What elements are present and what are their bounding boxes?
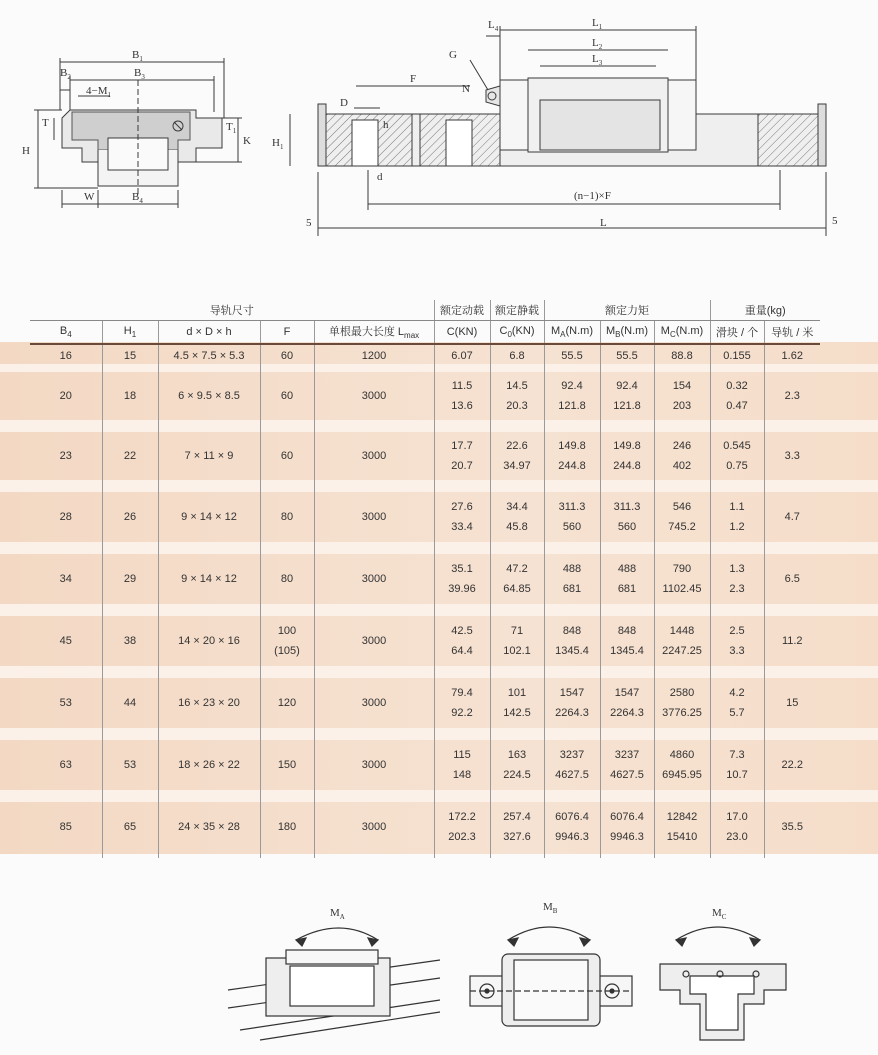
table-cell: 488 681 [544, 548, 600, 610]
table-cell: 488 681 [600, 548, 654, 610]
table-cell: 1547 2264.3 [544, 672, 600, 734]
table-cell: 115 148 [434, 734, 490, 796]
label-T1: $T_1$ [226, 121, 237, 135]
label-D: D [340, 97, 348, 109]
table-cell: 53 [59, 697, 72, 709]
moment-MA-diagram [228, 928, 440, 1040]
label-H1: $H_1$ [272, 137, 284, 151]
table-cell: 45 [59, 635, 72, 647]
table-cell: 63 [59, 759, 72, 771]
table-cell: 12842 15410 [654, 796, 710, 858]
spec-table-wrap [30, 300, 830, 858]
col-C0: $C_0(KN)$ [490, 321, 544, 345]
table-cell: 14.5 20.3 [490, 366, 544, 426]
table-cell: 71 102.1 [490, 610, 544, 672]
table-cell: 311.3 560 [544, 486, 600, 548]
table-cell: 28 [59, 511, 72, 523]
label-MC: $M_C$ [712, 907, 727, 921]
table-cell: 23 [59, 450, 72, 462]
table-cell: 79.4 92.2 [434, 672, 490, 734]
table-row [30, 486, 820, 548]
table-cell: 22.2 [764, 734, 820, 796]
group-weight: 重量(kg) [710, 300, 820, 321]
table-cell: 1.1 1.2 [710, 486, 764, 548]
table-cell: 150 [260, 734, 314, 796]
table-cell: 24 × 35 × 28 [158, 796, 260, 858]
table-cell: 35.1 39.96 [434, 548, 490, 610]
col-Lmax: 单根最大长度 $L_{max}$ [314, 321, 434, 345]
table-cell: 92.4 121.8 [544, 366, 600, 426]
table-cell: 246 402 [654, 426, 710, 486]
col-F: F [260, 321, 314, 345]
table-row [30, 796, 820, 858]
table-cell: 60 [260, 366, 314, 426]
moment-MC-diagram [660, 927, 786, 1040]
col-MC: $M_C(N.m)$ [654, 321, 710, 345]
table-row [30, 548, 820, 610]
label-5-left: 5 [306, 217, 312, 229]
col-block-weight: 滑块 / 个 [710, 321, 764, 345]
label-G: G [449, 49, 457, 61]
table-cell: 29 [102, 548, 158, 610]
col-B4: $B_4$ [30, 321, 102, 345]
table-cell: 4860 6945.95 [654, 734, 710, 796]
table-cell: 60 [260, 344, 314, 366]
table-cell: 7.3 10.7 [710, 734, 764, 796]
table-cell: 149.8 244.8 [600, 426, 654, 486]
label-h: h [383, 119, 389, 131]
label-B2: $B_2$ [60, 67, 71, 81]
moment-MB-diagram [470, 927, 632, 1026]
col-H1: $H_1$ [102, 321, 158, 345]
group-moment: 额定力矩 [544, 300, 710, 321]
group-dynamic-load: 额定动载 [434, 300, 490, 321]
table-cell: 6076.4 9946.3 [600, 796, 654, 858]
table-cell: 1448 2247.25 [654, 610, 710, 672]
table-cell: 7 × 11 × 9 [158, 426, 260, 486]
table-cell: 3000 [314, 796, 434, 858]
table-cell: 101 142.5 [490, 672, 544, 734]
label-L4: $L_4$ [488, 19, 499, 33]
table-cell: 3000 [314, 734, 434, 796]
table-row [30, 610, 820, 672]
table-cell: 34 [59, 573, 72, 585]
table-cell: 92.4 121.8 [600, 366, 654, 426]
table-cell: 1.62 [764, 344, 820, 366]
table-row [30, 366, 820, 426]
table-cell: 9 × 14 × 12 [158, 548, 260, 610]
table-cell: 3000 [314, 610, 434, 672]
table-cell: 6 × 9.5 × 8.5 [158, 366, 260, 426]
table-cell: 0.32 0.47 [710, 366, 764, 426]
label-W: W [84, 191, 95, 203]
table-cell: 34.4 45.8 [490, 486, 544, 548]
table-cell: 6.5 [764, 548, 820, 610]
table-cell: 257.4 327.6 [490, 796, 544, 858]
label-B3: $B_3$ [134, 67, 145, 81]
table-cell: 3000 [314, 486, 434, 548]
label-MB: $M_B$ [543, 901, 558, 915]
table-cell: 1200 [314, 344, 434, 366]
label-L: L [600, 217, 607, 229]
label-B4: $B_4$ [132, 191, 143, 205]
side-view-drawing [290, 26, 826, 236]
label-H: H [22, 145, 30, 157]
label-L2: $L_2$ [592, 37, 603, 51]
label-K: K [243, 135, 251, 147]
table-cell: 6076.4 9946.3 [544, 796, 600, 858]
table-cell: 790 1102.45 [654, 548, 710, 610]
table-cell: 149.8 244.8 [544, 426, 600, 486]
table-cell: 6.07 [434, 344, 490, 366]
cross-section-drawing [34, 58, 242, 208]
col-MA: $M_A(N.m)$ [544, 321, 600, 345]
label-L3: $L_3$ [592, 53, 603, 67]
table-cell: 0.545 0.75 [710, 426, 764, 486]
table-cell: 6.8 [490, 344, 544, 366]
table-cell: 2580 3776.25 [654, 672, 710, 734]
top-technical-drawings [0, 0, 878, 260]
table-cell: 88.8 [654, 344, 710, 366]
table-cell: 546 745.2 [654, 486, 710, 548]
table-cell: 848 1345.4 [600, 610, 654, 672]
col-rail-weight: 导轨 / 米 [764, 321, 820, 345]
table-row [30, 426, 820, 486]
col-MB: $M_B(N.m)$ [600, 321, 654, 345]
table-cell: 27.6 33.4 [434, 486, 490, 548]
table-cell: 848 1345.4 [544, 610, 600, 672]
table-row [30, 344, 820, 366]
table-cell: 3000 [314, 366, 434, 426]
table-cell: 1.3 2.3 [710, 548, 764, 610]
table-cell: 3237 4627.5 [544, 734, 600, 796]
label-MA: $M_A$ [330, 907, 345, 921]
table-cell: 65 [102, 796, 158, 858]
spec-table [30, 300, 820, 858]
moment-diagrams [0, 880, 878, 1055]
table-cell: 14 × 20 × 16 [158, 610, 260, 672]
table-cell: 16 [59, 349, 72, 362]
col-C: C(KN) [434, 321, 490, 345]
table-cell: 55.5 [544, 344, 600, 366]
table-cell: 80 [260, 548, 314, 610]
table-cell: 4.5 × 7.5 × 5.3 [158, 344, 260, 366]
table-cell: 1547 2264.3 [600, 672, 654, 734]
table-cell: 53 [102, 734, 158, 796]
table-cell: 163 224.5 [490, 734, 544, 796]
table-cell: 85 [59, 821, 72, 833]
group-static-load: 额定静载 [490, 300, 544, 321]
table-cell: 2.3 [764, 366, 820, 426]
table-cell: 154 203 [654, 366, 710, 426]
table-cell: 38 [102, 610, 158, 672]
table-cell: 22 [102, 426, 158, 486]
moment-labels [330, 901, 727, 921]
label-L1: $L_1$ [592, 17, 603, 31]
table-cell: 18 [102, 366, 158, 426]
table-cell: 0.155 [710, 344, 764, 366]
spec-table-body [30, 344, 820, 858]
table-cell: 20 [59, 390, 72, 402]
table-cell: 2.5 3.3 [710, 610, 764, 672]
label-5-right: 5 [832, 215, 838, 227]
table-cell: 16 × 23 × 20 [158, 672, 260, 734]
table-cell: 47.2 64.85 [490, 548, 544, 610]
table-cell: 17.7 20.7 [434, 426, 490, 486]
table-cell: 60 [260, 426, 314, 486]
table-cell: 35.5 [764, 796, 820, 858]
table-cell: 172.2 202.3 [434, 796, 490, 858]
label-B1: $B_1$ [132, 49, 143, 63]
table-cell: 42.5 64.4 [434, 610, 490, 672]
table-row [30, 734, 820, 796]
table-cell: 44 [102, 672, 158, 734]
table-cell: 26 [102, 486, 158, 548]
table-cell: 3000 [314, 548, 434, 610]
table-cell: 120 [260, 672, 314, 734]
col-dDh: d × D × h [158, 321, 260, 345]
table-cell: 15 [764, 672, 820, 734]
table-row [30, 672, 820, 734]
table-cell: 55.5 [600, 344, 654, 366]
table-cell: 3000 [314, 672, 434, 734]
table-cell: 9 × 14 × 12 [158, 486, 260, 548]
table-cell: 11.5 13.6 [434, 366, 490, 426]
table-cell: 100 (105) [260, 610, 314, 672]
label-N: N [462, 83, 470, 95]
table-cell: 3.3 [764, 426, 820, 486]
table-cell: 80 [260, 486, 314, 548]
table-cell: 4.7 [764, 486, 820, 548]
label-d: d [377, 171, 383, 183]
label-T: T [42, 117, 49, 129]
table-cell: 311.3 560 [600, 486, 654, 548]
table-cell: 11.2 [764, 610, 820, 672]
group-rail-dimensions: 导轨尺寸 [30, 300, 434, 321]
table-cell: 18 × 26 × 22 [158, 734, 260, 796]
table-cell: 17.0 23.0 [710, 796, 764, 858]
table-cell: 15 [102, 344, 158, 366]
label-nF: (n−1)×F [574, 190, 611, 202]
label-M1: $4-M_1$ [86, 85, 111, 99]
table-cell: 3237 4627.5 [600, 734, 654, 796]
table-cell: 3000 [314, 426, 434, 486]
table-cell: 180 [260, 796, 314, 858]
table-cell: 4.2 5.7 [710, 672, 764, 734]
table-cell: 22.6 34.97 [490, 426, 544, 486]
label-F: F [410, 73, 417, 85]
